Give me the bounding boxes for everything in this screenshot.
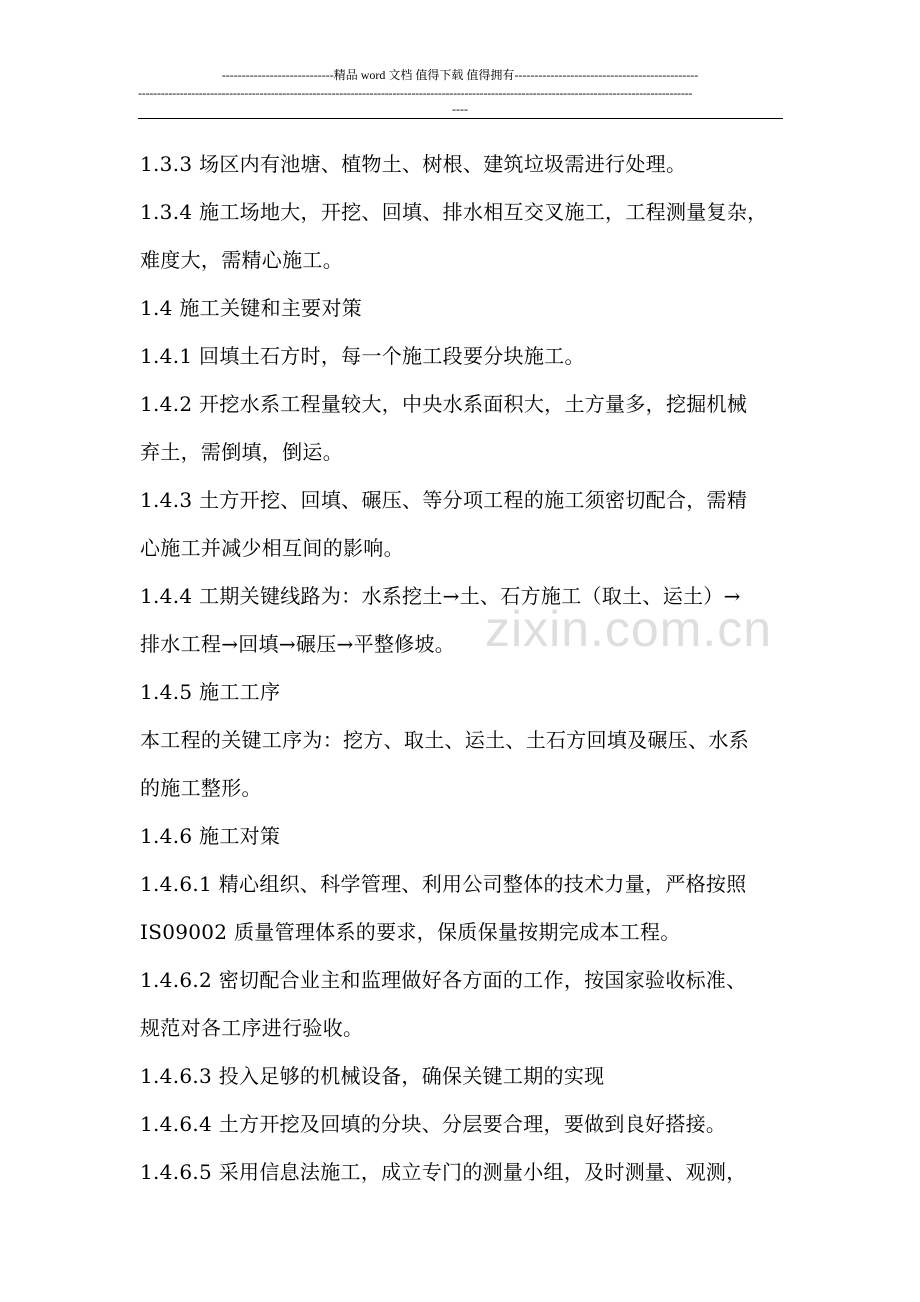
- text-line: 本工程的关键工序为：挖方、取土、运土、土石方回填及碾压、水系: [140, 728, 749, 752]
- watermark-text: zixin.com.cn: [485, 601, 773, 657]
- text-line: 的施工整形。: [140, 776, 262, 800]
- text-line: 1.3.4 施工场地大，开挖、回填、排水相互交叉施工，工程测量复杂，: [140, 200, 768, 224]
- text-line: 1.3.3 场区内有池塘、植物土、树根、建筑垃圾需进行处理。: [140, 152, 687, 176]
- page-header-banner: ----------------------------精品 word 文档 值得下载 值得拥有----------------------------------------------: [221, 68, 699, 82]
- section-heading: 1.4.6 施工对策: [140, 824, 281, 848]
- text-line: 1.4.6.5 采用信息法施工，成立专门的测量小组，及时测量、观测，: [140, 1160, 747, 1184]
- text-line: 心施工并减少相互间的影响。: [140, 536, 404, 560]
- text-line: 难度大，需精心施工。: [140, 248, 343, 272]
- header-divider: [138, 118, 783, 119]
- section-heading: 1.4.5 施工工序: [140, 680, 281, 704]
- section-heading: 1.4 施工关键和主要对策: [140, 296, 363, 320]
- text-line: IS09002 质量管理体系的要求，保质保量按期完成本工程。: [140, 920, 681, 944]
- text-line: 1.4.3 土方开挖、回填、碾压、等分项工程的施工须密切配合，需精: [140, 488, 748, 512]
- text-line: 1.4.6.2 密切配合业主和监理做好各方面的工作，按国家验收标准、: [140, 968, 747, 992]
- page-header-dashes: --------------------------------------------------------------------------------------------------------------------------------------------------: [138, 86, 693, 100]
- text-line: 1.4.6.4 土方开挖及回填的分块、分层要合理，要做到良好搭接。: [140, 1112, 727, 1136]
- text-line: 1.4.1 回填土石方时，每一个施工段要分块施工。: [140, 344, 585, 368]
- text-line: 弃土，需倒填，倒运。: [140, 440, 343, 464]
- text-line: 1.4.6.1 精心组织、科学管理、利用公司整体的技术力量，严格按照: [140, 872, 747, 896]
- document-body: [140, 140, 788, 1196]
- text-line: 规范对各工序进行验收。: [140, 1016, 364, 1040]
- text-line: 1.4.6.3 投入足够的机械设备，确保关键工期的实现: [140, 1064, 605, 1088]
- page-header-dashes-tail: ----: [452, 102, 468, 116]
- text-line: 排水工程→回填→碾压→平整修坡。: [140, 632, 456, 656]
- text-line: 1.4.2 开挖水系工程量较大，中央水系面积大，土方量多，挖掘机械: [140, 392, 748, 416]
- text-line: 1.4.4 工期关键线路为：水系挖土→土、石方施工（取土、运土）→: [140, 584, 741, 608]
